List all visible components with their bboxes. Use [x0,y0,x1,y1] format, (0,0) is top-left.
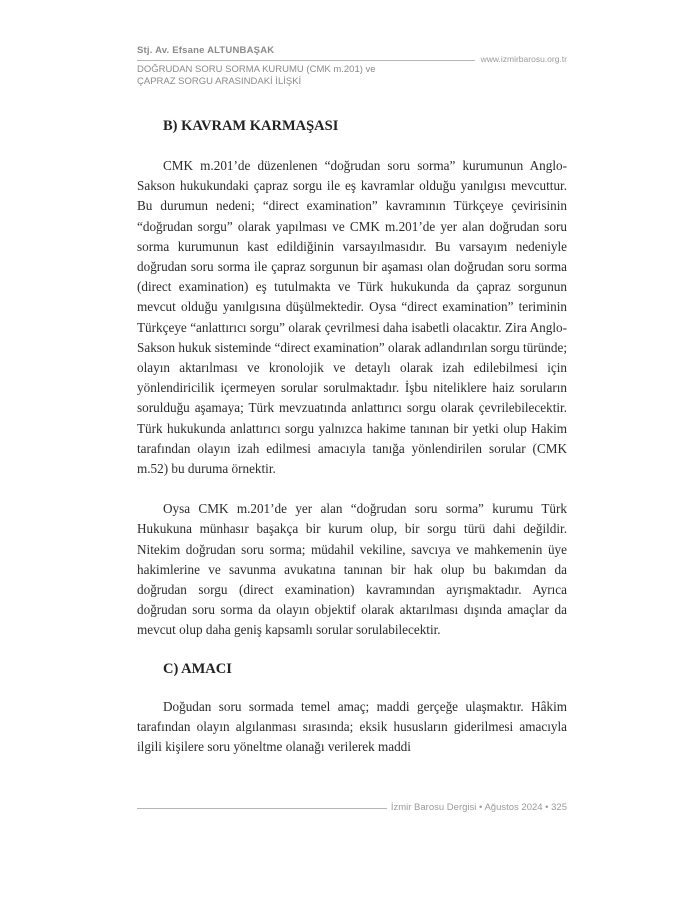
article-body [137,118,567,757]
section-heading-b: B) KAVRAM KARMAŞASI [163,118,339,134]
paragraph: Oysa CMK m.201’de yer alan “doğrudan soru sorma” kurumu Türk Hukukuna münhasır başakça bir kurum olup, bir sorgu türü dahi değildir. Nitekim doğrudan soru sorma; müdahil vekiline, savcıya ve mahkemenin üye hakimlerine ve savunma avukatına tanınan bir hak olup bu bakımdan da doğrudan sorgu (direct examination) kavramından ayrışmaktadır. Ayrıca doğrudan soru sorma da olayın objektif olarak aktarılması dışında amaçlar da mevcut olup daha geniş kapsamlı sorular sorulabilecektir. [137,501,567,638]
paragraph: Doğudan soru sormada temel amaç; maddi gerçeğe ulaşmaktır. Hâkim tarafından olayın algılanması sırasında; eksik hususların giderilmesi amacıyla ilgili kişilere soru yöneltme olanağı verilerek maddi [137,698,567,755]
journal-info: İzmir Barosu Dergisi • Ağustos 2024 • 325 [387,802,567,813]
running-title-line-2: ÇAPRAZ SORGU ARASINDAKİ İLİŞKİ [137,76,302,87]
website-link[interactable]: www.izmirbarosu.org.tr [475,54,567,64]
author-name: Stj. Av. Efsane ALTUNBAŞAK [137,45,275,56]
running-title [137,64,376,88]
page-footer [137,800,567,820]
paragraph: CMK m.201’de düzenlenen “doğrudan soru sorma” kurumunun Anglo-Sakson hukukundaki çapraz sorgu ile eş kavramlar olduğu yanılgısı mevcuttur. Bu durumun nedeni; “direct examination” kavramının Türkçeye çevirisinin “doğrudan sorgu” olarak yapılması ve CMK m.201’de yer alan doğrudan soru sorma kurumunun kast edildiğinin varsayılmasıdır. Bu varsayım nedeniyle doğrudan soru sorma ile çapraz sorgunun bir aşaması olan doğrudan soru sorma (direct examination) eş tutulmakta ve Türk hukukunda da çapraz sorgunun mevcut olduğu yanılgısına düşülmektedir. Oysa “direct examination” teriminin Türkçeye “anlattırıcı sorgu” olarak çevrilmesi daha isabetli olacaktır. Zira Anglo-Sakson hukuk sisteminde “direct examination” olarak adlandırılan sorgu türünde; olayın aktarılması ve kronolojik ve detaylı olarak izah edilebilmesi için yönlendiricilik içermeyen sorular sorulmaktadır. İşbu niteliklere haiz soruların sorulduğu aşamaya; Türk mevzuatında anlattırıcı sorgu olarak çevrilebilecektir. Türk hukukunda anlattırıcı sorgu yalnızca hakime tanınan bir yetki olup Hakim tarafından olayın izah edilmesi amacıyla tanığa yönlendirilen sorular (CMK m.52) bu duruma örnektir. [137,158,567,477]
section-heading-c: C) AMACI [163,660,232,677]
page-header [137,45,567,87]
running-title-line-1: DOĞRUDAN SORU SORMA KURUMU (CMK m.201) ve [137,64,376,75]
